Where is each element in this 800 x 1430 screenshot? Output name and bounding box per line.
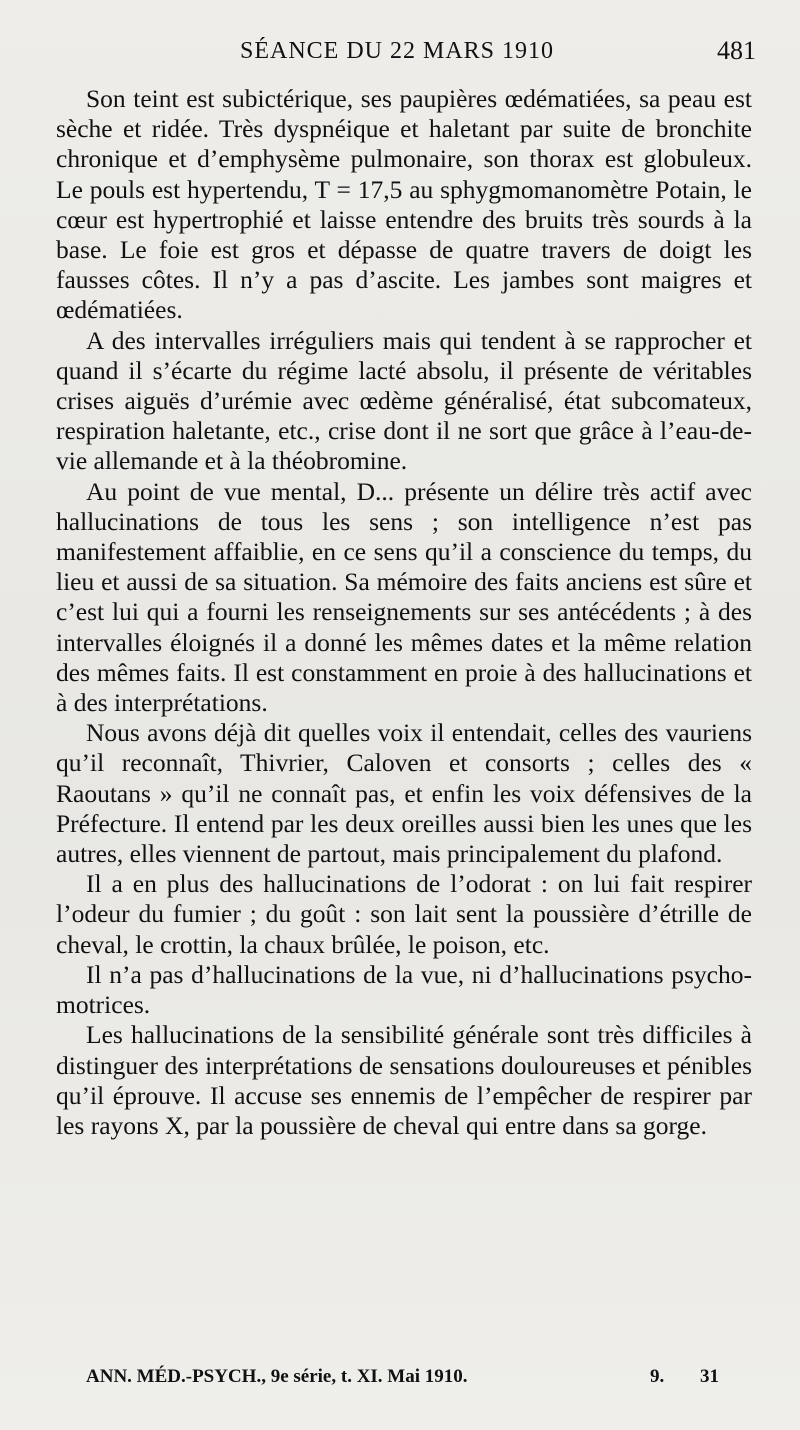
paragraph-no-visual-hallucinations: Il n’a pas d’hallucinations de la vue, ni d’hallucinations psycho-motrices. xyxy=(56,959,752,1020)
footer-signature: 9. xyxy=(650,1366,665,1387)
running-head-title-text: SÉANCE DU 22 MARS 1910 xyxy=(240,38,555,64)
paragraph-physical-exam: Son teint est subictérique, ses paupières œdématiées, sa peau est sèche et ridée. Très dyspnéique et haletant par suite de bronchite chronique et d’emphysème pulmonaire, son thorax est globuleux. Le pouls est hypertendu, T = 17,5 au sphygmomanomètre Potain, le cœur est hypertrophié et laisse entendre des bruits très sourds à la base. Le foie est gros et dépasse de quatre travers de doigt les fausses côtes. Il n’y a pas d’ascite. Les jambes sont maigres et œdématiées. xyxy=(56,84,752,325)
paragraph-mental-state: Au point de vue mental, D... présente un délire très actif avec hallucinations de tous les sens ; son intelligence n’est pas manifestement affaiblie, en ce sens qu’il a conscience du temps, du lieu et aussi de sa situation. Sa mémoire des faits anciens est sûre et c’est lui qui a fourni les renseignements sur ses antécédents ; à des intervalles éloignés il a donné les mêmes dates et la même relation des mêmes faits. Il est constamment en proie à des hallucinations et à des interprétations. xyxy=(56,476,752,718)
running-head-title xyxy=(240,38,554,65)
paragraph-general-sensibility: Les hallucinations de la sensibilité générale sont très difficiles à distinguer des interprétations de sensations douloureuses et pénibles qu’il éprouve. Il accuse ses ennemis de l’empêcher de respirer par les rayons X, par la poussière de cheval qui entre dans sa gorge. xyxy=(56,1020,752,1140)
running-head xyxy=(0,32,800,76)
footer-citation: ANN. MÉD.-PSYCH., 9e série, t. XI. Mai 1910. xyxy=(86,1366,468,1387)
paragraph-auditory-hallucinations: Nous avons déjà dit quelles voix il entendait, celles des vauriens qu’il reconnaît, Thivrier, Caloven et consorts ; celles des « Raoutans » qu’il ne connaît pas, et enfin les voix défensives de la Préfecture. Il entend par les deux oreilles aussi bien les unes que les autres, elles viennent de partout, mais principalement du plafond. xyxy=(56,718,752,869)
body-text xyxy=(56,84,752,1141)
paragraph-uremia-crises: A des intervalles irréguliers mais qui tendent à se rapprocher et quand il s’écarte du régime lacté absolu, il présente de véritables crises aiguës d’urémie avec œdème généralisé, état subcomateux, respiration haletante, etc., crise dont il ne sort que grâce à l’eau-de-vie allemande et à la théobromine. xyxy=(56,325,752,476)
page-footer xyxy=(0,1366,800,1396)
page-number: 481 xyxy=(717,36,756,65)
footer-sheet-number: 31 xyxy=(700,1366,719,1387)
paragraph-smell-taste-hallucinations: Il a en plus des hallucinations de l’odorat : on lui fait respirer l’odeur du fumier ; du goût : son lait sent la poussière d’étrille de cheval, le crottin, la chaux brûlée, le poison, etc. xyxy=(56,869,752,959)
